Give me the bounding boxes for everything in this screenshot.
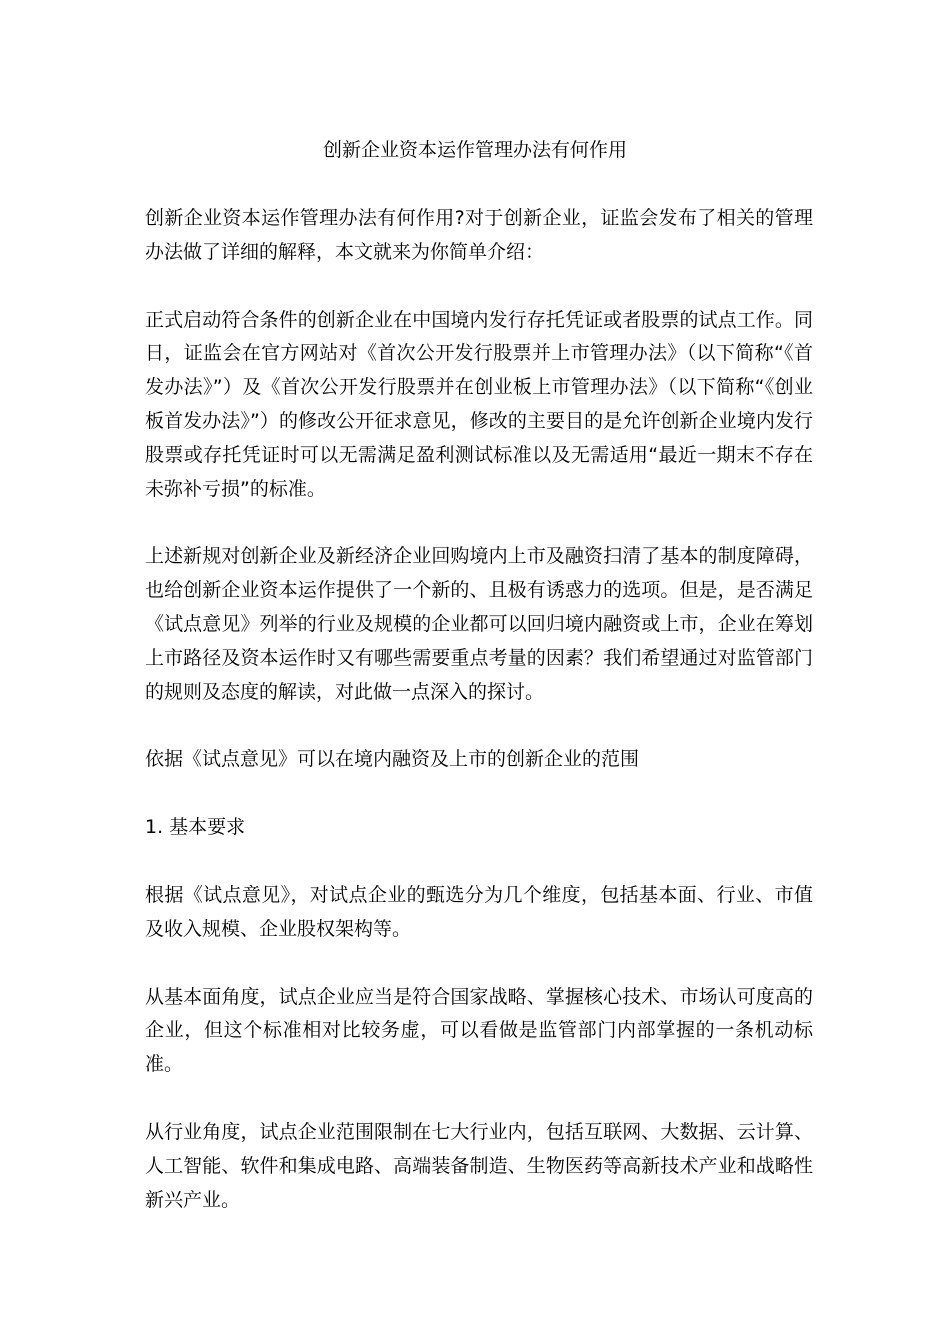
paragraph-selection-dimensions: 根据《试点意见》，对试点企业的甄选分为几个维度，包括基本面、行业、市值及收入规模、企业股权架构等。 (145, 883, 813, 940)
document-body (145, 202, 813, 1251)
paragraph-fundamentals: 从基本面角度，试点企业应当是符合国家战略、掌握核心技术、市场认可度高的企业，但这个标准相对比较务虚，可以看做是监管部门内部掌握的一条机动标准。 (145, 985, 813, 1076)
paragraph-pilot-launch: 正式启动符合条件的创新企业在中国境内发行存托凭证或者股票的试点工作。同日，证监会在官方网站对《首次公开发行股票并上市管理办法》（以下简称“《首发办法》”）及《首次公开发行股票并在创业板上市管理办法》（以下简称“《创业板首发办法》”）的修改公开征求意见，修改的主要目的是允许创新企业境内发行股票或存托凭证时可以无需满足盈利测试标准以及无需适用“最近一期末不存在未弥补亏损”的标准。 (145, 308, 813, 500)
paragraph-industry: 从行业角度，试点企业范围限制在七大行业内，包括互联网、大数据、云计算、人工智能、软件和集成电路、高端装备制造、生物医药等高新技术产业和战略性新兴产业。 (145, 1120, 813, 1211)
subsection-heading-basic-requirements: 1. 基本要求 (145, 816, 246, 839)
paragraph-new-rules: 上述新规对创新企业及新经济企业回购境内上市及融资扫清了基本的制度障碍，也给创新企业资本运作提供了一个新的、且极有诱惑力的选项。但是，是否满足《试点意见》列举的行业及规模的企业都可以回归境内融资或上市，企业在筹划上市路径及资本运作时又有哪些需要重点考量的因素？我们希望通过对监管部门的规则及态度的解读，对此做一点深入的探讨。 (145, 545, 813, 703)
paragraph-intro: 创新企业资本运作管理办法有何作用?对于创新企业，证监会发布了相关的管理办法做了详细的解释，本文就来为你简单介绍： (145, 207, 813, 263)
document-title: 创新企业资本运作管理办法有何作用 (322, 139, 627, 161)
section-heading-scope: 依据《试点意见》可以在境内融资及上市的创新企业的范围 (145, 748, 640, 771)
